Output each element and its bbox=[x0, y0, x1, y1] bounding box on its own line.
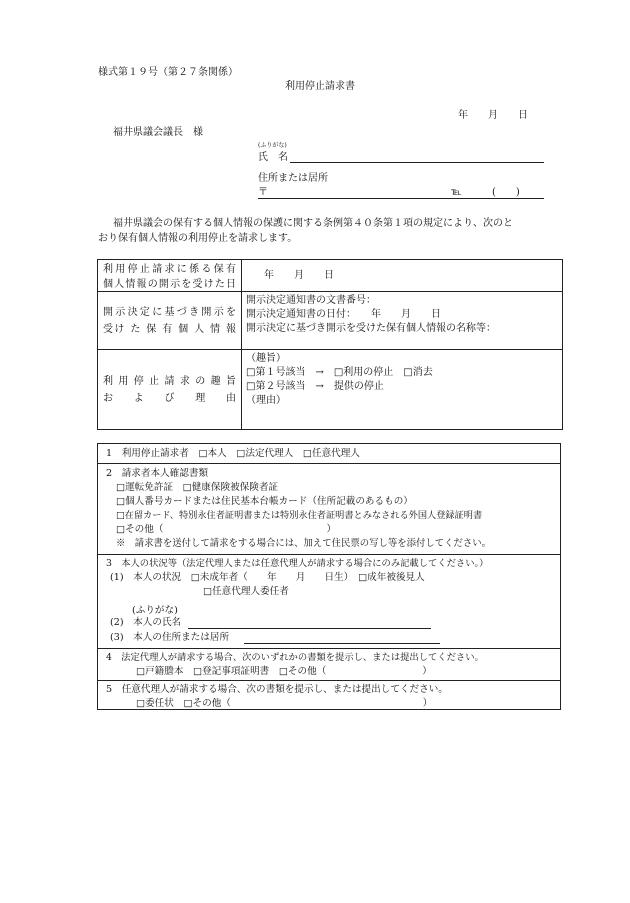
intro-line-1: 福井県議会の保有する個人情報の保護に関する条例第４０条第１項の規定により、次のと bbox=[113, 218, 513, 229]
section-2-item-3: □在留カード、特別永住者証明書または特別永住者証明書とみなされる外国人登録証明書 bbox=[116, 510, 483, 521]
row1-label-2: 個人情報の開示を受けた日 bbox=[103, 278, 236, 290]
section-2-item-1: □運転免許証 □健康保険被保険者証 bbox=[116, 482, 279, 493]
section-3-furigana: (ふりがな) bbox=[132, 605, 178, 616]
section-2-item-2: □個人番号カードまたは住民基本台帳カード（住所記載のあるもの） bbox=[116, 496, 413, 507]
section-5-heading: 5 任意代理人が請求する場合、次の書類を提示し、または提出してください。 bbox=[106, 684, 448, 695]
postal-mark: 〒 bbox=[258, 187, 268, 198]
date-line: 年 月 日 bbox=[458, 110, 528, 121]
row2-label-2: 受け た 保 有 個 人 情 報 bbox=[103, 323, 236, 335]
section-2-heading: 2 請求者本人確認書類 bbox=[106, 468, 209, 479]
table-label-cell bbox=[98, 260, 242, 292]
row2-value-1: 開示決定通知書の文書番号： bbox=[246, 295, 376, 306]
subject-name-line[interactable] bbox=[188, 628, 431, 629]
address-label: 住所または居所 bbox=[258, 173, 328, 184]
tel-mark: ℡ bbox=[451, 187, 462, 198]
requester-info-box bbox=[97, 443, 561, 710]
intro-line-2: おり保有個人情報の利用停止を請求します。 bbox=[98, 233, 298, 244]
section-3-heading: 3 本人の状況等（法定代理人または任意代理人が請求する場合にのみ記載してください。） bbox=[106, 558, 489, 569]
form-number: 様式第１９号（第２７条関係） bbox=[98, 67, 238, 78]
row2-value-3: 開示決定に基づき開示を受けた保有個人情報の名称等： bbox=[246, 323, 496, 334]
divider bbox=[98, 680, 560, 681]
addressee: 福井県議会議長 様 bbox=[113, 127, 203, 138]
row2-value-2: 開示決定通知書の日付： 年 月 日 bbox=[246, 309, 441, 320]
section-4-items: □戸籍謄本 □登記事項証明書 □その他（ ） bbox=[136, 666, 432, 677]
row1-label-1: 利用停止請求に係る保有 bbox=[103, 263, 236, 275]
divider bbox=[98, 554, 560, 555]
section-3-item-1b: □任意代理人委任者 bbox=[203, 586, 289, 597]
row3-label-1: 利 用 停 止 請 求 の 趣 旨 bbox=[103, 375, 236, 387]
row3-value-3: □第２号該当 → 提供の停止 bbox=[246, 381, 384, 392]
row2-label-1: 開示決定に基づき開示を bbox=[103, 306, 236, 318]
table-value-cell[interactable] bbox=[242, 350, 563, 430]
row3-label-2: お よ び 理 由 bbox=[103, 392, 236, 404]
name-field-line[interactable] bbox=[290, 162, 544, 163]
subject-address-line[interactable] bbox=[244, 643, 440, 644]
section-3-item-2: (2) 本人の氏名 bbox=[110, 617, 182, 628]
section-5-items: □委任状 □その他（ ） bbox=[136, 698, 433, 709]
table-label-cell bbox=[98, 292, 242, 350]
section-4-heading: 4 法定代理人が請求する場合、次のいずれかの書類を提示し、または提出してください。 bbox=[106, 652, 484, 663]
address-field-line[interactable] bbox=[258, 198, 544, 199]
divider bbox=[98, 463, 560, 464]
row3-value-4: （理由） bbox=[246, 395, 286, 406]
divider bbox=[98, 648, 560, 649]
table-value-cell[interactable] bbox=[242, 292, 563, 350]
table-label-cell bbox=[98, 350, 242, 430]
table-row bbox=[98, 292, 563, 350]
section-3-item-1: (1) 本人の状況 □未成年者（ 年 月 日生） □成年被後見人 bbox=[110, 572, 425, 583]
section-3-item-3: (3) 本人の住所または居所 bbox=[110, 632, 230, 643]
row1-value: 年 月 日 bbox=[264, 269, 334, 281]
section-1: 1 利用停止請求者 □本人 □法定代理人 □任意代理人 bbox=[106, 448, 360, 459]
row3-value-2: □第１号該当 → □利用の停止 □消去 bbox=[246, 367, 433, 378]
table-value-cell[interactable] bbox=[242, 260, 563, 292]
table-row bbox=[98, 260, 563, 292]
section-2-note: ※ 請求書を送付して請求をする場合には、加えて住民票の写し等を添付してください。 bbox=[116, 538, 492, 549]
row3-value-1: （趣旨） bbox=[246, 353, 286, 364]
section-2-item-4: □その他（ ） bbox=[116, 524, 337, 535]
table-row bbox=[98, 350, 563, 430]
furigana-label: (ふりがな) bbox=[258, 142, 287, 149]
name-label: 氏 名 bbox=[258, 152, 288, 163]
tel-parens: ( ) bbox=[492, 187, 520, 198]
request-table bbox=[97, 259, 563, 430]
form-title: 利用停止請求書 bbox=[285, 81, 355, 92]
